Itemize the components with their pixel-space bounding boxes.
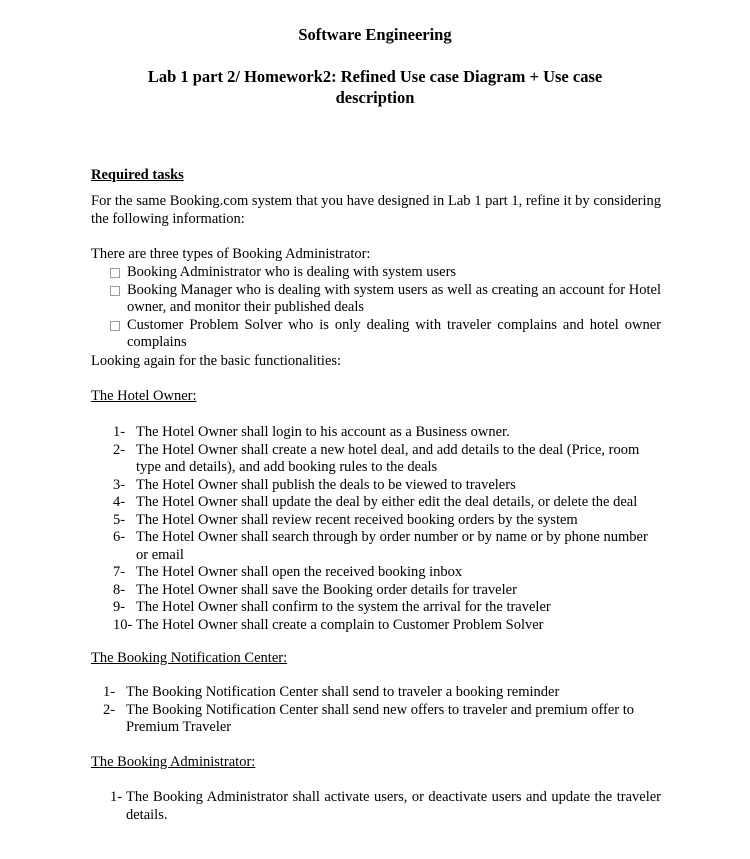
booking-admin-heading: The Booking Administrator: [91, 754, 256, 770]
hotel-owner-list [113, 424, 661, 634]
list-item: 9- The Hotel Owner shall confirm to the system the arrival for the traveler [113, 599, 551, 615]
list-item: 7- The Hotel Owner shall open the received booking inbox [113, 564, 463, 580]
checkbox-bullet-icon [110, 321, 120, 331]
list-item: Customer Problem Solver who is only dealing with traveler complains and hotel owner complains [110, 317, 661, 352]
list-item: 1- The Hotel Owner shall login to his account as a Business owner. [113, 424, 510, 440]
list-item: 2- The Hotel Owner shall create a new hotel deal, and add details to the deal (Price, room type and details), and add booking rules to the deals [113, 441, 640, 475]
list-item: Booking Manager who is dealing with system users as well as creating an account for Hotel owner, and monitor their published deals [110, 282, 661, 317]
list-item: 1- The Booking Administrator shall activate users, or deactivate users and update the traveler details. [110, 789, 661, 823]
list-item: Booking Administrator who is dealing with system users [110, 264, 661, 282]
list-item: 1- The Booking Notification Center shall send to traveler a booking reminder [103, 684, 560, 700]
required-tasks-intro: For the same Booking.com system that you have designed in Lab 1 part 1, refine it by considering the following information: [91, 193, 661, 227]
booking-admin-list [110, 789, 661, 824]
notification-center-list [103, 684, 661, 737]
checkbox-bullet-icon [110, 286, 120, 296]
hotel-owner-heading: The Hotel Owner: [91, 388, 197, 404]
list-item: 4- The Hotel Owner shall update the deal by either edit the deal details, or delete the deal [113, 494, 638, 510]
checkbox-bullet-icon [110, 268, 120, 278]
list-item: 6- The Hotel Owner shall search through by order number or by name or by phone number or email [113, 529, 648, 563]
required-tasks-heading: Required tasks [91, 167, 184, 183]
functionalities-intro: Looking again for the basic functionalities: [91, 353, 342, 369]
document-subtitle: Lab 1 part 2/ Homework2: Refined Use case Diagram + Use case description [147, 67, 603, 107]
admin-types-list [110, 264, 661, 352]
list-item: 5- The Hotel Owner shall review recent received booking orders by the system [113, 511, 578, 528]
admin-types-intro: There are three types of Booking Administrator: [91, 246, 371, 262]
list-item: 3- The Hotel Owner shall publish the deals to be viewed to travelers [113, 476, 516, 493]
notification-center-heading: The Booking Notification Center: [91, 650, 288, 666]
list-item: 10- The Hotel Owner shall create a complain to Customer Problem Solver [113, 616, 544, 633]
document-title: Software Engineering [298, 25, 452, 44]
list-item: 2- The Booking Notification Center shall send new offers to traveler and premium offer to Premium Traveler [103, 701, 635, 735]
list-item: 8- The Hotel Owner shall save the Booking order details for traveler [113, 581, 517, 598]
